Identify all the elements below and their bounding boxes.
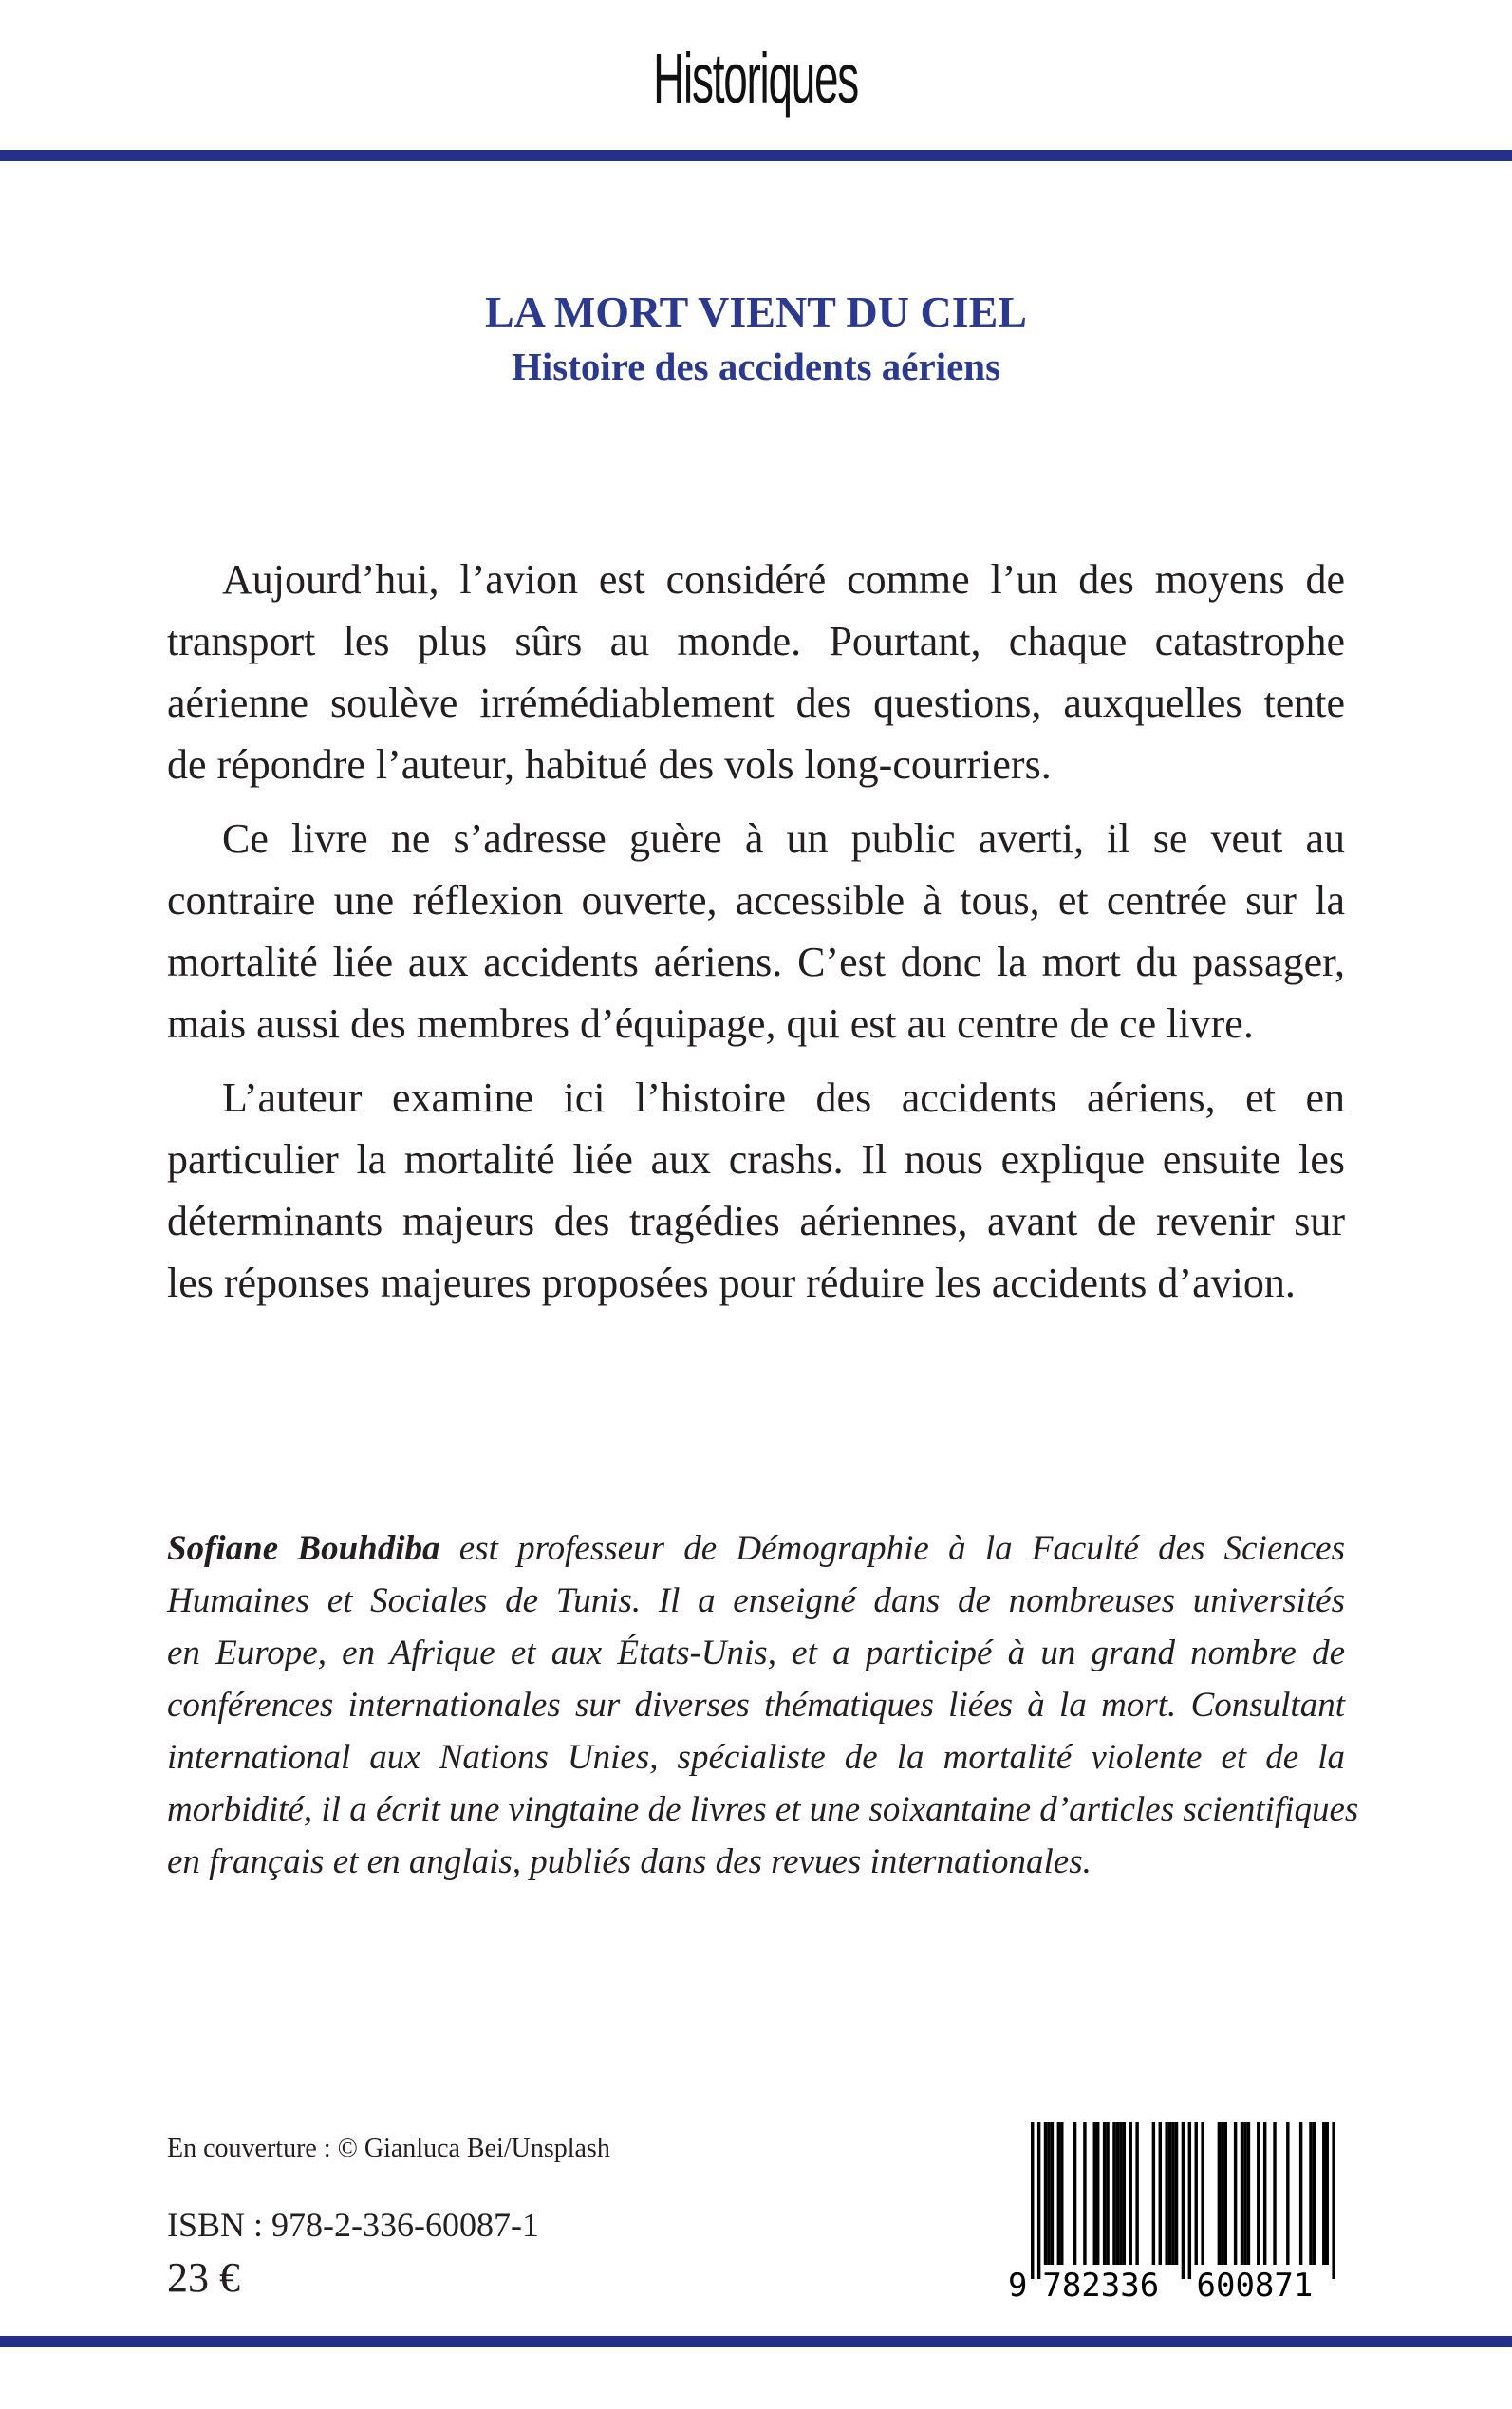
text-line: Ce livre ne s’adresse guère à un public averti, il se veut au [222,815,1345,862]
barcode-digits: 600871 [1196,2267,1314,2303]
barcode-bar [1168,2122,1171,2265]
author-name: Sofiane Bouhdiba [167,1529,440,1568]
barcode-bar [1093,2122,1096,2265]
text-line: contraire une réflexion ouverte, accessible à tous, et centrée sur la [167,877,1345,924]
barcode-bar [1218,2122,1221,2265]
text-line: morbidité, il a écrit une vingtaine de livres et une soixantaine d’articles scientifiques [167,1790,1359,1829]
text-line: transport les plus sûrs au monde. Pourtant, chaque catastrophe [167,618,1345,664]
bio-text: est professeur de Démographie à la Faculté des Sciences [439,1529,1346,1568]
barcode-bar [1119,2122,1122,2265]
barcode-bar [1152,2122,1155,2265]
barcode-bar [1051,2122,1054,2265]
barcode-bar [1309,2122,1312,2265]
text-line: particulier la mortalité liée aux crashs. Il nous explique ensuite les [167,1136,1345,1183]
cover-credit: En couverture : © Gianluca Bei/Unsplash [167,2134,610,2163]
text-line: international aux Nations Unies, spécialiste de la mortalité violente et de la [167,1738,1345,1777]
text-line: mais aussi des membres d’équipage, qui est au centre de ce livre. [167,1000,1254,1047]
text-line: les réponses majeures proposées pour réduire les accidents d’avion. [167,1260,1296,1306]
top-rule [0,150,1512,161]
barcode-bar [1257,2122,1260,2265]
text-line: en Europe, en Afrique et aux États-Unis, et a participé à un grand nombre de [167,1634,1345,1672]
barcode-bar [1201,2122,1204,2265]
barcode-bar [1263,2122,1266,2265]
barcode-bar [1326,2122,1329,2265]
barcode-digits: 9 [1008,2267,1028,2303]
barcode-bar [1247,2122,1250,2265]
barcode-bar [1286,2122,1289,2265]
barcode-bar [1060,2122,1063,2265]
barcode-bar [1112,2122,1115,2265]
text-line [167,1522,1345,1575]
blurb-paragraph [167,808,1345,1055]
barcode-bar [1106,2122,1109,2265]
isbn: ISBN : 978-2-336-60087-1 [167,2206,539,2244]
text-line: de répondre l’auteur, habitué des vols long-courriers. [167,741,1052,788]
blurb [167,549,1345,1326]
barcode-bar [1313,2122,1316,2265]
barcode-bar [1123,2122,1126,2265]
text-line: Humaines et Sociales de Tunis. Il a enseigné dans de nombreuses universités [167,1581,1345,1620]
barcode-bar [1037,2122,1040,2279]
text-line: en français et en anglais, publiés dans des revues internationales. [167,1842,1092,1881]
barcode-bar [1243,2122,1246,2265]
text-line: aérienne soulève irrémédiablement des questions, auxquelles tente [167,680,1345,726]
barcode-digits: 782336 [1042,2267,1160,2303]
barcode-bar [1241,2122,1243,2265]
barcode-bar [1047,2122,1050,2265]
blurb-paragraph [167,1067,1345,1314]
barcode-bar [1044,2122,1047,2265]
barcode-bar [1188,2122,1191,2279]
barcode-bar [1057,2122,1060,2265]
barcode-bar [1116,2122,1119,2265]
barcode-bar [1103,2122,1106,2265]
text-line: L’auteur examine ici l’histoire des accidents aériens, et en [222,1074,1345,1121]
barcode-bar [1073,2122,1076,2265]
text-line: Aujourd’hui, l’avion est considéré comme l’un des moyens de [222,556,1345,603]
barcode-bar [1234,2122,1237,2265]
barcode-bar [1273,2122,1276,2265]
collection-name: Historiques [653,39,859,118]
barcode-bar [1195,2122,1198,2265]
text-line: déterminants majeurs des tragédies aériennes, avant de revenir sur [167,1198,1345,1244]
barcode-bar [1182,2122,1185,2279]
book-subtitle: Histoire des accidents aériens [511,345,1001,388]
barcode-bar [1299,2122,1302,2265]
barcode-bar [1221,2122,1223,2265]
barcode-bar [1165,2122,1167,2265]
barcode-bar [1332,2122,1335,2279]
barcode [1006,2122,1338,2303]
barcode-bar [1159,2122,1162,2265]
author-bio [167,1522,1359,1888]
barcode-bar [1031,2122,1034,2279]
bottom-rule [0,2336,1512,2347]
price: 23 € [167,2254,240,2301]
blurb-paragraph [167,549,1345,795]
book-title: LA MORT VIENT DU CIEL [485,288,1027,336]
barcode-bar [1129,2122,1132,2265]
barcode-bar [1171,2122,1174,2265]
barcode-bar [1096,2122,1099,2265]
barcode-bar [1083,2122,1086,2265]
barcode-bar [1175,2122,1178,2265]
barcode-bar [1224,2122,1227,2265]
text-line: conférences internationales sur diverses thématiques liées à la mort. Consultant [167,1686,1345,1725]
barcode-bar [1322,2122,1325,2265]
barcode-bar [1135,2122,1138,2265]
text-line: mortalité liée aux accidents aériens. C’est donc la mort du passager, [167,939,1345,985]
